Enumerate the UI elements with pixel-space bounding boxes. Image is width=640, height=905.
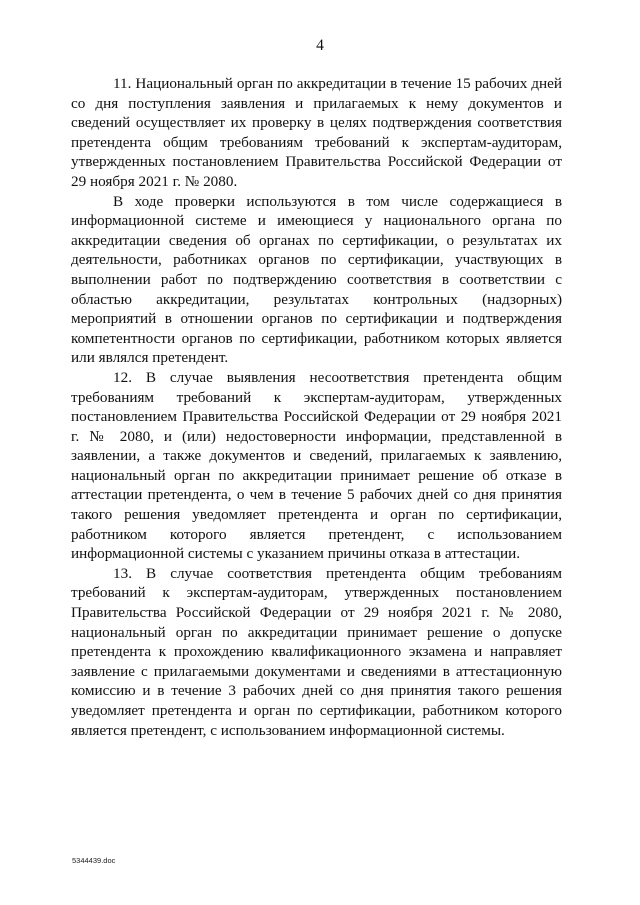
paragraph-12: 12. В случае выявления несоответствия претендента общим требованиям требований к экспертам-аудиторам, утвержденных постановлением Правительства Российской Федерации от 29 ноября 2021 г. № 2080, и (или) недостоверности информации, представленной в заявлении, а также документов и сведений, прилагаемых к заявлению, национальный орган по аккредитации принимает решение об отказе в аттестации претендента, о чем в течение 5 рабочих дней со дня принятия такого решения уведомляет претендента и орган по сертификации, работником которого является претендент, с использованием информационной системы с указанием причины отказа в аттестации. bbox=[71, 368, 562, 563]
page-number: 4 bbox=[316, 37, 324, 54]
paragraph-11-verification: В ходе проверки используются в том числе содержащиеся в информационной системе и имеющиеся у национального органа по аккредитации сведения об органах по сертификации, о результатах их деятельности, работниках органов по сертификации, участвующих в выполнении работ по подтверждению соответствия в соответствии с областью аккредитации, результатах контрольных (надзорных) мероприятий в отношении органов по сертификации и подтверждения компетентности органов по сертификации, работником которых является или являлся претендент. bbox=[71, 192, 562, 367]
paragraph-11: 11. Национальный орган по аккредитации в течение 15 рабочих дней со дня поступления заявления и прилагаемых к нему документов и сведений осуществляет их проверку в целях подтверждения соответствия претендента общим требованиям требований к экспертам-аудиторам, утвержденных постановлением Правительства Российской Федерации от 29 ноября 2021 г. № 2080. bbox=[71, 75, 562, 190]
footer-file-code: 5344439.doc bbox=[72, 856, 116, 865]
document-body bbox=[71, 74, 562, 740]
paragraph-13: 13. В случае соответствия претендента общим требованиям требований к экспертам-аудиторам, утвержденных постановлением Правительства Российской Федерации от 29 ноября 2021 г. № 2080, национальный орган по аккредитации принимает решение о допуске претендента к прохождению квалификационного экзамена и направляет заявление с прилагаемыми документами и сведениями в аттестационную комиссию и в течение 3 рабочих дней со дня принятия такого решения уведомляет претендента и орган по сертификации, работником которого является претендент, с использованием информационной системы. bbox=[71, 564, 562, 739]
